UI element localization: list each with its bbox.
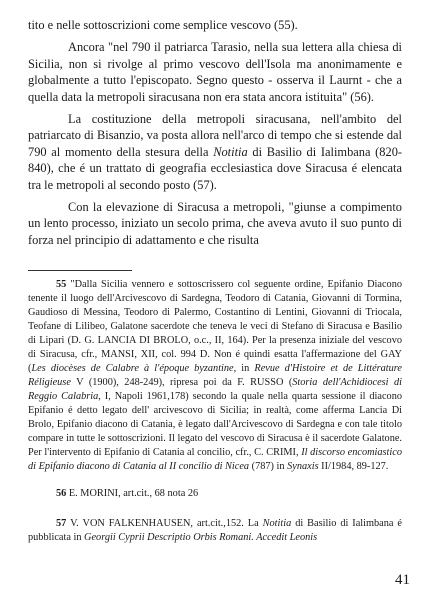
footnote-55 <box>28 278 402 474</box>
paragraph-2 <box>28 39 402 105</box>
footnote-56-number: 56 <box>56 488 67 499</box>
footnote-57 <box>28 517 402 545</box>
footnote-55-text-b: , in <box>233 363 255 374</box>
page-number: 41 <box>395 572 410 588</box>
footnote-55-italic-4: Il discorso encomiastico di Epifanio diacono di Catania al II concilio di Nicea <box>28 447 403 472</box>
footnote-55-italic-2: Revue d'Histoire et de Littérature Réligieuse <box>28 363 403 388</box>
footnotes <box>28 278 402 545</box>
footnote-55-number: 55 <box>56 279 67 290</box>
footnote-55-text-f: II/1984, 89-127. <box>318 461 389 472</box>
paragraph-3-text-a: La costituzione della metropoli siracusana, nell'ambito del patriarcato di Bisanzio, va posta allora nell'arco di tempo che si estende dal 790 al momento della stesura della <box>28 112 402 159</box>
footnote-57-text-a: V. VON FALKENHAUSEN, art.cit.,152. La <box>66 518 263 529</box>
paragraph-4-text: Con la elevazione di Siracusa a metropoli, "giunse a compimento un lento processo, iniziato un secolo prima, che aveva avuto il suo punto di forza nel principio di adattamento e che risulta <box>28 200 402 247</box>
footnote-55-text-e: (787) in <box>249 461 288 472</box>
paragraph-2-text: Ancora "nel 790 il patriarca Tarasio, nella sua lettera alla chiesa di Sicilia, non si rivolge al primo vescovo dell'Isola ma anonimamente e globalmente a tutto l'episcopato. Segno questo - osserva il Laurnt - che a quella data la metropoli siracusana non era stata ancora istituita" (56). <box>28 40 402 104</box>
footnote-55-italic-5: Synaxis <box>287 461 319 472</box>
paragraph-3 <box>28 111 402 193</box>
footnote-57-text-b: di Basilio di Ialimbana é pubblicata in <box>28 518 402 543</box>
paragraph-3-text-b: di Basilio di Ialimbana (820-840), che é un trattato di geografia ecclesiastica dove Siracusa é elencata tra le metropoli al secondo posto (57). <box>28 144 403 192</box>
footnote-56 <box>28 487 402 501</box>
footnote-separator <box>28 270 132 271</box>
footnote-57-number: 57 <box>56 518 67 529</box>
paragraph-3-italic: Notitia <box>213 144 248 159</box>
paragraph-1 <box>28 17 402 33</box>
footnote-55-text-a: "Dalla Sicilia vennero e sottoscrissero col seguente ordine, Epifanio Diacono tenente il luogo dell'Arcivescovo di Sardegna, Teodoro di Catania, Giovanni di Tormina, Gaudioso di Messina, Teodoro di Palermo, Costantino di Lentini, Giovanni di Triocala, Teofane di Lilibeo, Galatone sacerdote che teneva le veci di Stefano di Siracusa e Basilio di Lipari (D. G. LANCIA DI BROLO, o.c., II, 164). Per la presenza iniziale del vescovo di Siracusa, cfr., MANSI, XII, col. 994 D. Non é quindi esatta l'affermazione del GAY ( <box>28 279 402 374</box>
paragraph-1-text: tito e nelle sottoscrizioni come semplice vescovo (55). <box>28 18 298 32</box>
footnote-56-text: E. MORINI, art.cit., 68 nota 26 <box>66 488 199 499</box>
footnote-57-italic-1: Notitia <box>262 518 292 529</box>
paragraph-4 <box>28 199 402 248</box>
footnote-55-italic-1: Les diocèses de Calabre à l'époque byzantine <box>31 363 234 374</box>
footnote-55-text-c: V (1900), 248-249), ripresa poi da F. RUSSO ( <box>70 377 293 388</box>
footnote-55-italic-3: Storia dell'Achidiocesi di Reggio Calabria <box>28 377 402 402</box>
footnote-55-text-d: , I, Napoli 1961,178) secondo la quale nella quarta sessione il diacono Epifanio é detto legato dell' arcivescovo di Sicilia; in realtà, come afferma Lancia Di Brolo, Epifanio diacono di Catania, è legato dall'Arcivescovo di Sardegna e con tale titolo compare in tutte le sottoscrizioni. Il legato del vescovo di Siracusa è il sacerdote Galatone. Per l'intervento di Epifanio di Catania al concilio, cfr., C. CRIMI, <box>28 391 402 458</box>
footnote-57-italic-2: Georgii Cyprii Descriptio Orbis Romani. Accedit Leonis <box>84 532 318 543</box>
main-text <box>28 17 402 254</box>
